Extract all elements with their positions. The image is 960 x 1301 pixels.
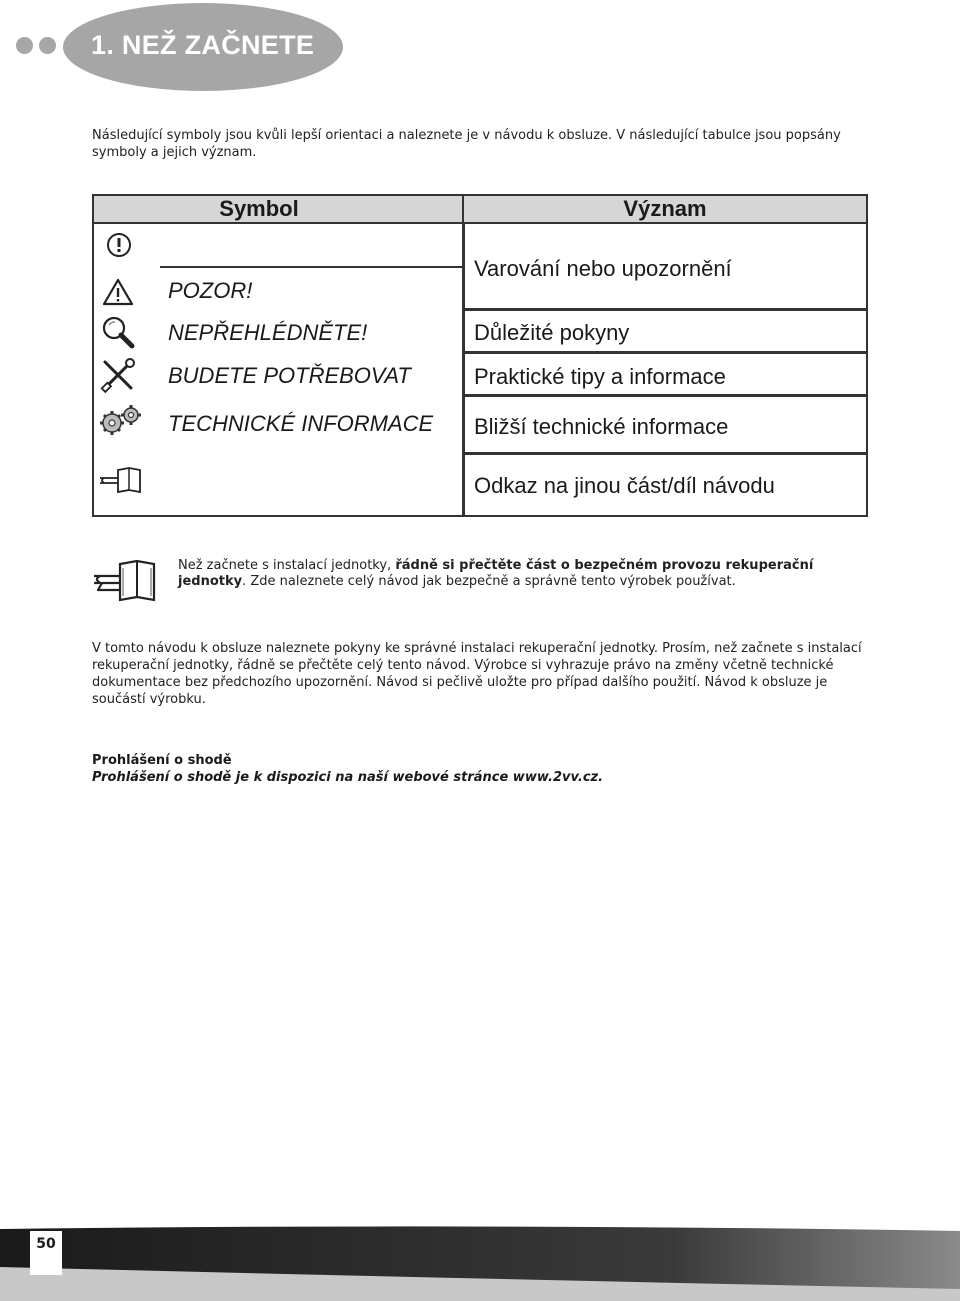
declaration-title: Prohlášení o shodě bbox=[92, 753, 232, 768]
table-divider bbox=[462, 222, 465, 517]
declaration-text: Prohlášení o shodě je k dispozici na naší webové stránce www.2vv.cz. bbox=[92, 770, 604, 785]
note-after: . Zde naleznete celý návod jak bezpečně a správně tento výrobek používat. bbox=[242, 574, 736, 589]
meaning-reference: Odkaz na jinou část/díl návodu bbox=[474, 473, 775, 498]
exclamation-circle-icon bbox=[106, 232, 132, 258]
tools-icon bbox=[100, 357, 136, 393]
install-note bbox=[178, 558, 868, 590]
gears-icon bbox=[98, 403, 144, 439]
warning-triangle-icon bbox=[102, 278, 134, 306]
footer-bar bbox=[0, 1223, 960, 1301]
rule-meaning-2 bbox=[462, 351, 868, 354]
header-dot-1 bbox=[16, 37, 33, 54]
note-bold: řádně si přečtěte část o bezpečném provozu rekuperační jednotky bbox=[178, 558, 814, 589]
magnifier-icon bbox=[100, 315, 136, 349]
meaning-technical: Bližší technické informace bbox=[474, 414, 729, 439]
rule-meaning-3 bbox=[462, 394, 868, 397]
intro-text: Následující symboly jsou kvůli lepší orientaci a naleznete je v návodu k obsluze. V následující tabulce jsou popsány symboly a jejich význam. bbox=[92, 128, 841, 160]
manual-paragraph: V tomto návodu k obsluze naleznete pokyny ke správné instalaci rekuperační jednotky. Prosím, než začnete s instalací rekuperační jednotky, řádně se přečtěte celý tento návod. Výrobce si vyhrazuje právo na změny včetně technické dokumentace bez předchozího upozornění. Návod si pečlivě uložte pro případ dalšího použití. Návod k obsluze je součástí výrobku. bbox=[92, 641, 862, 707]
col-meaning-label: Význam bbox=[623, 196, 707, 221]
meaning-tips: Praktické tipy a informace bbox=[474, 364, 726, 389]
header-dot-2 bbox=[39, 37, 56, 54]
book-hand-icon bbox=[92, 558, 162, 604]
table-header-meaning bbox=[462, 194, 868, 224]
book-hand-icon bbox=[98, 466, 144, 496]
symbol-label-pozor: POZOR! bbox=[168, 278, 253, 303]
symbol-label-budete-potrebovat: BUDETE POTŘEBOVAT bbox=[168, 363, 411, 388]
symbol-label-technicke-informace: TECHNICKÉ INFORMACE bbox=[168, 411, 434, 436]
meaning-important: Důležité pokyny bbox=[474, 320, 630, 345]
chapter-title: 1. NEŽ ZAČNETE bbox=[91, 30, 315, 60]
rule-meaning-4 bbox=[462, 452, 868, 455]
meaning-warning: Varování nebo upozornění bbox=[474, 256, 732, 281]
col-symbol-label: Symbol bbox=[219, 196, 299, 221]
symbol-label-neprehlednete: NEPŘEHLÉDNĚTE! bbox=[168, 320, 368, 345]
table-header-symbol bbox=[92, 194, 464, 224]
rule-meaning-1 bbox=[462, 308, 868, 311]
page-number: 50 bbox=[36, 1236, 56, 1252]
rule-symbol-1 bbox=[160, 266, 462, 268]
note-before: Než začnete s instalací jednotky, bbox=[178, 558, 396, 573]
